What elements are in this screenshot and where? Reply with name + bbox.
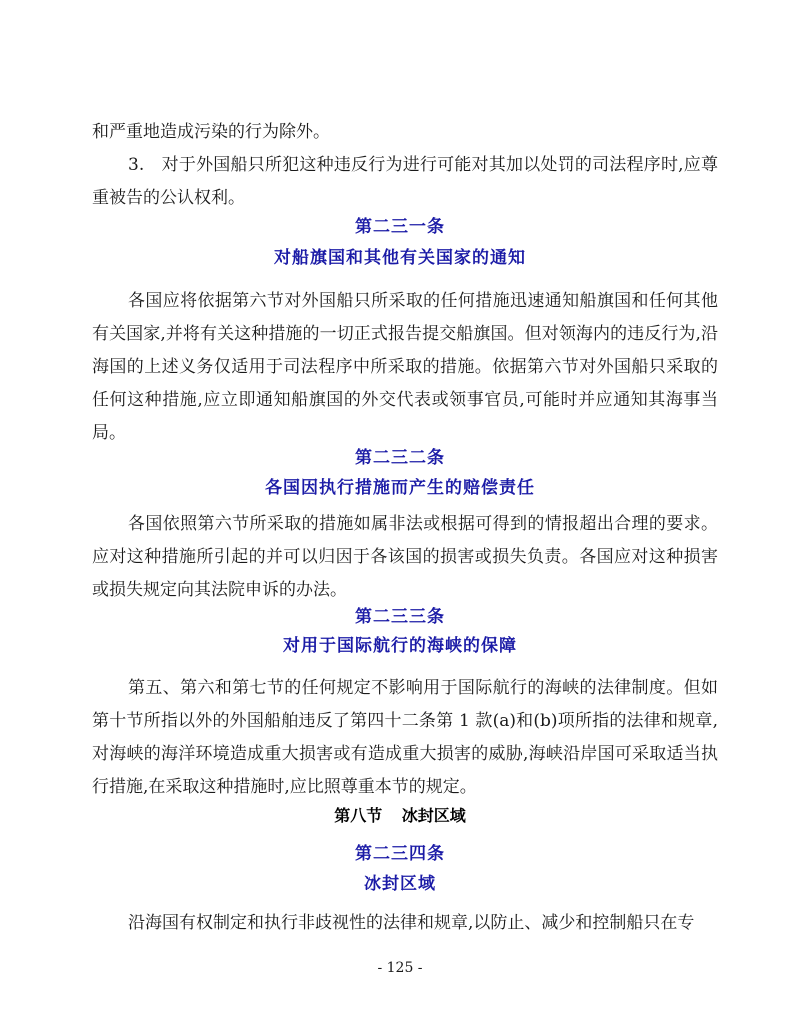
article-234-title: 冰封区域 [364, 874, 436, 894]
article-233-number: 第二三三条 [355, 607, 445, 627]
article-232-title: 各国因执行措施而产生的赔偿责任 [265, 478, 535, 498]
article-233-title: 对用于国际航行的海峡的保障 [283, 636, 517, 656]
article-231-title: 对船旗国和其他有关国家的通知 [274, 248, 526, 268]
article-232-number: 第二三二条 [355, 448, 445, 468]
article-231-body: 各国应将依据第六节对外国船只所采取的任何措施迅速通知船旗国和任何其他有关国家,并将有关这种措施的一切正式报告提交船旗国。但对领海内的违反行为,沿海国的上述义务仅适用于司法程序中所采取的措施。依据第六节对外国船只采取的任何这种措施,应立即通知船旗国的外交代表或领事官员,可能时并应通知其海事当局。 [92, 291, 718, 443]
article-234-body: 沿海国有权制定和执行非歧视性的法律和规章,以防止、减少和控制船只在专 [128, 913, 695, 933]
article-234-number: 第二三四条 [355, 844, 445, 864]
article-232-body: 各国依照第六节所采取的措施如属非法或根据可得到的情报超出合理的要求。应对这种措施所引起的并可以归因于各该国的损害或损失负责。各国应对这种损害或损失规定向其法院申诉的办法。 [92, 514, 718, 600]
article-231-number: 第二三一条 [355, 217, 445, 237]
article-233-body: 第五、第六和第七节的任何规定不影响用于国际航行的海峡的法律制度。但如第十节所指以外的外国船舶违反了第四十二条第 1 款(a)和(b)项所指的法律和规章,对海峡的海洋环境造成重大损害或有造成重大损害的威胁,海峡沿岸国可采取适当执行措施,在采取这种措施时,应比照尊重本节的规定。 [92, 678, 718, 797]
section-8-heading: 第八节 冰封区域 [334, 806, 466, 825]
page-number: - 125 - [377, 960, 423, 976]
paragraph-continuation: 和严重地造成污染的行为除外。 [92, 122, 330, 142]
paragraph-item-3: 3. 对于外国船只所犯这种违反行为进行可能对其加以处罚的司法程序时,应尊重被告的公认权利。 [92, 155, 718, 208]
